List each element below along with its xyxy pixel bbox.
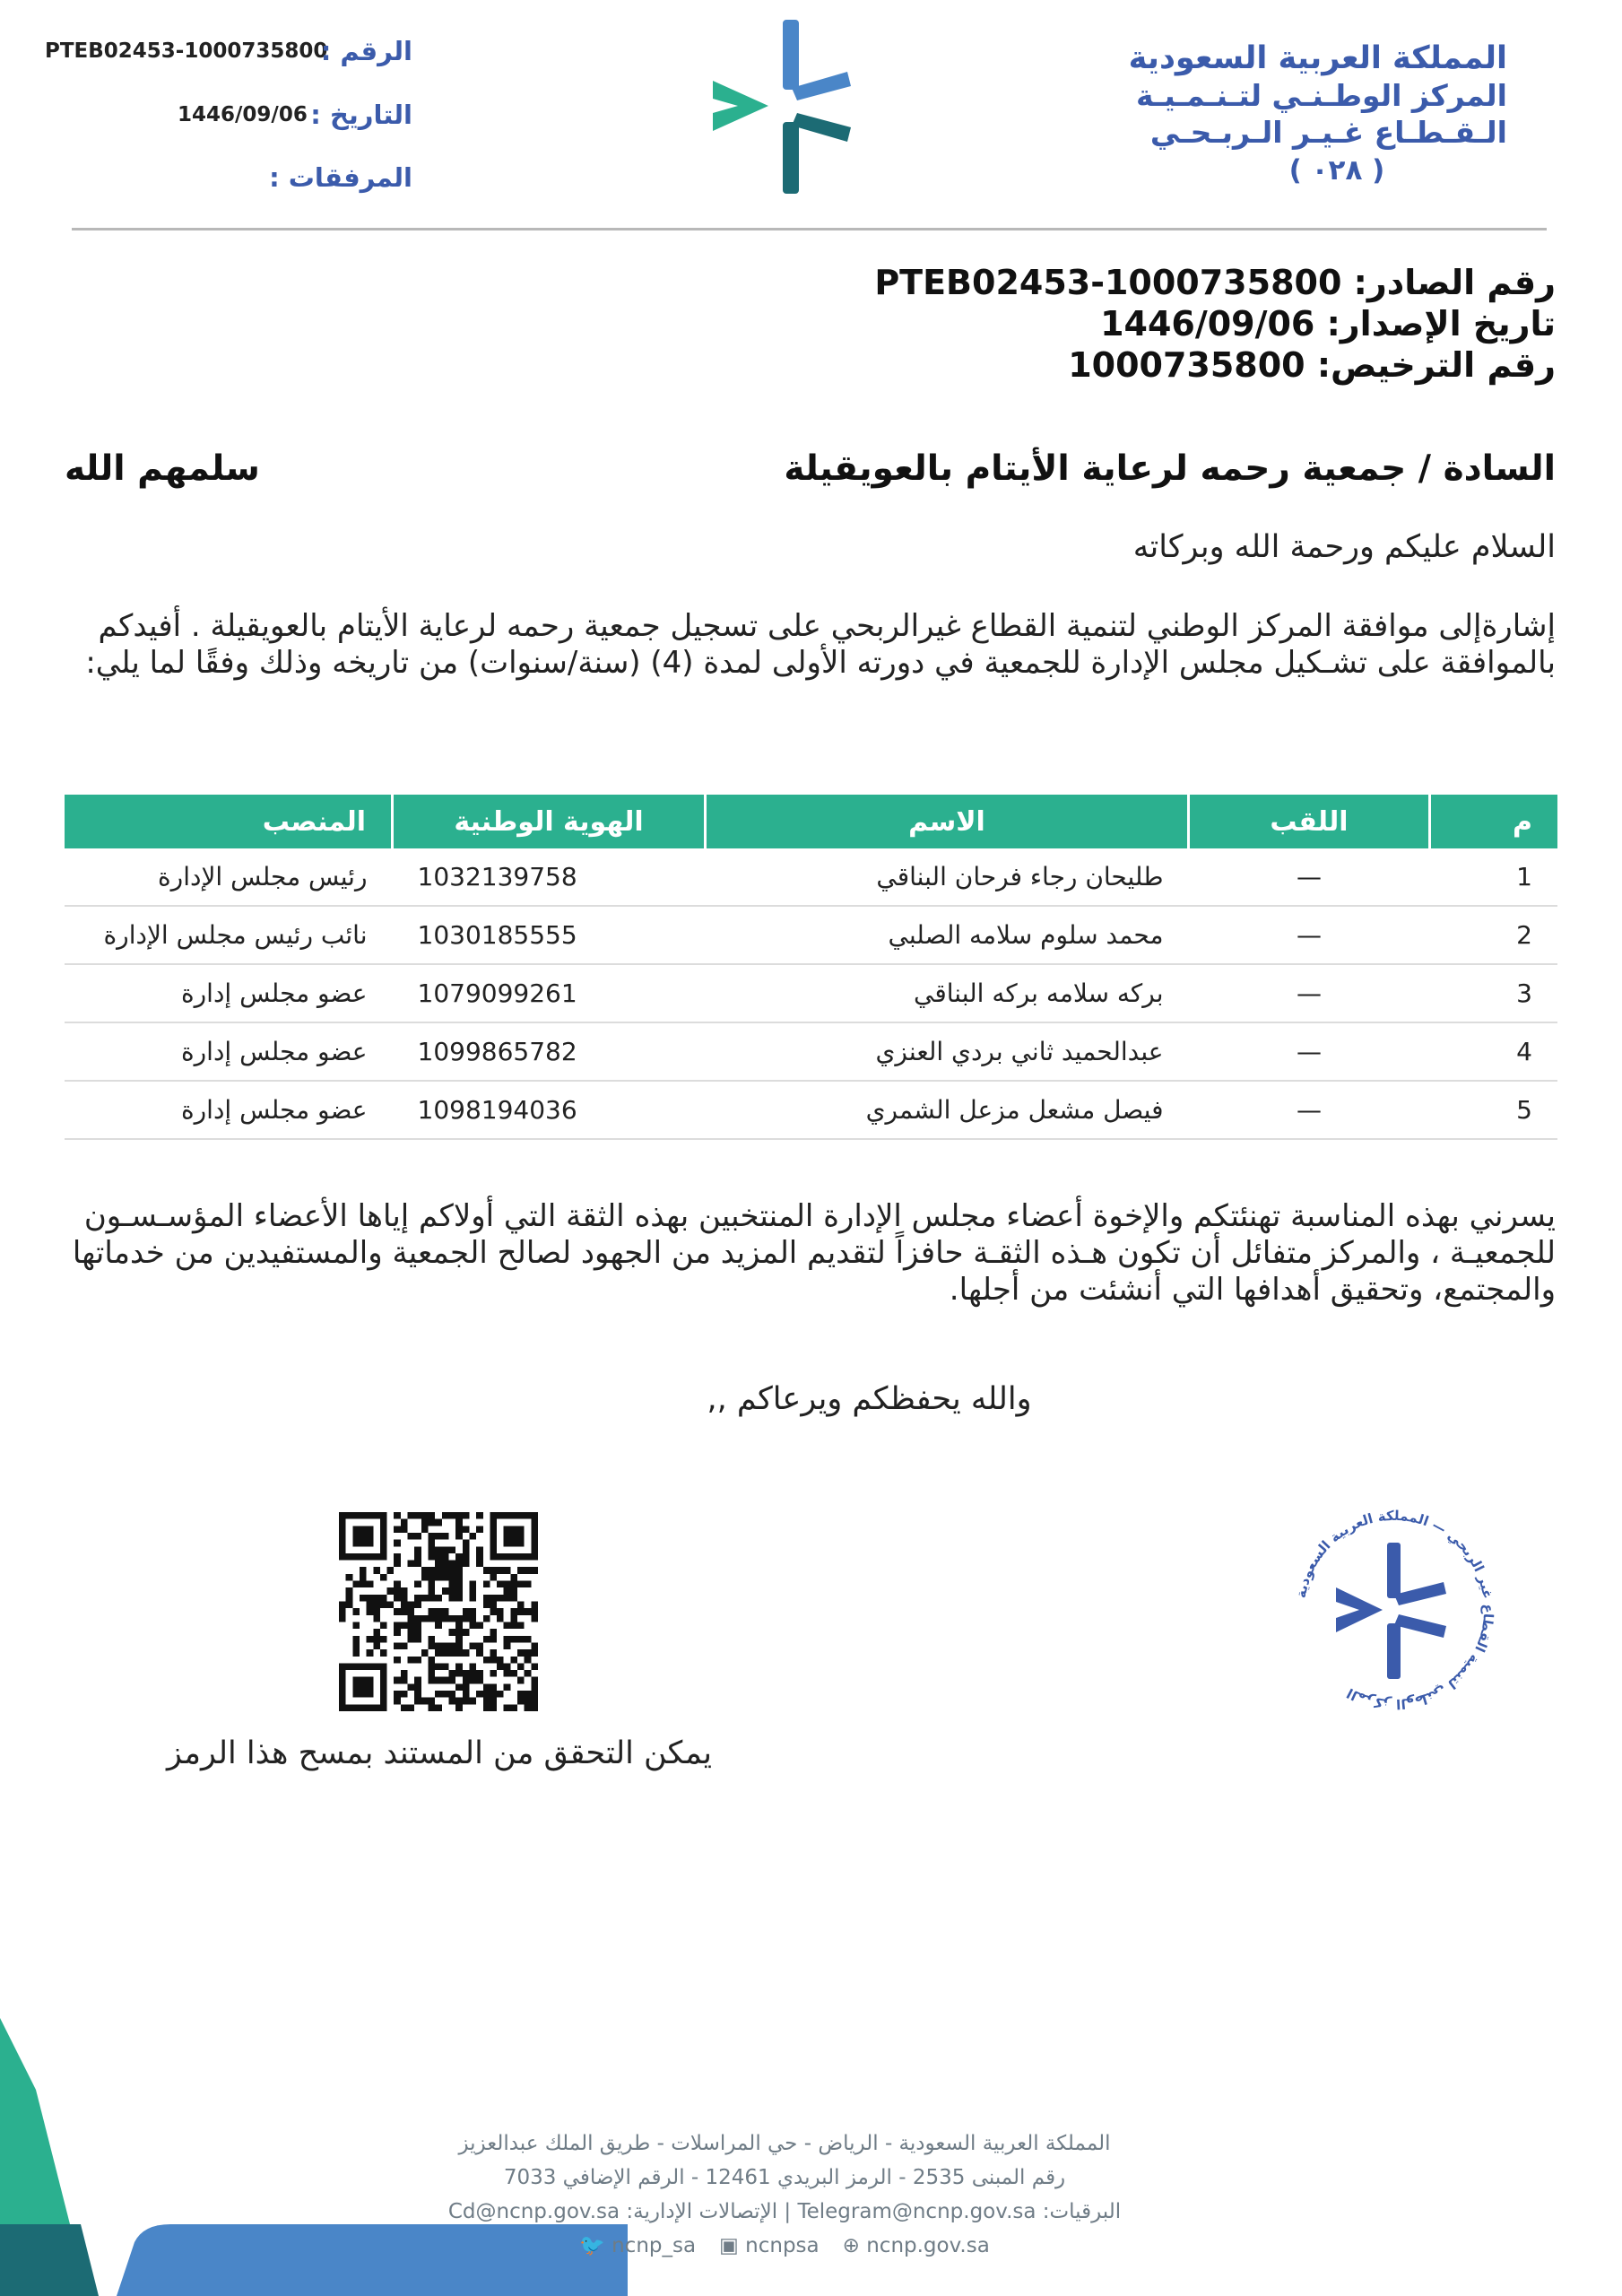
- attachments-label: المرفقات :: [269, 162, 412, 193]
- board-members-table: [65, 795, 1557, 1140]
- footer-contacts-line: البرقيات: Telegram@ncnp.gov.sa | الإتصالات الإدارية: Cd@ncnp.gov.sa: [447, 2200, 1122, 2223]
- cell-title: —: [1189, 848, 1430, 906]
- table-row: [65, 848, 1557, 906]
- cell-num: 5: [1430, 1081, 1558, 1139]
- cell-name: طليحان رجاء فرحان البناقي: [706, 848, 1189, 906]
- cell-position: نائب رئيس مجلس الإدارة: [65, 906, 393, 964]
- cell-national-id: 1099865782: [393, 1022, 706, 1081]
- congratulation-paragraph: يسرني بهذه المناسبة تهنئتكم والإخوة أعضاء مجلس الإدارة المنتخبين بهذه الثقة التي أولاكم إياها الأعضاء المؤسـسـون للجمعيـة ، والمركز متفائل أن تكون هـذه الثقـة حافزاً لتقديم المزيد من الجهود لصالح الجمعية والمستفيدين من خدماتها والمجتمع، وتحقيق أهدافها التي أنشئت من أجلها.: [72, 1198, 1556, 1308]
- org-line-2: المركز الوطـنـي لتـنـمـيـة: [1136, 78, 1507, 113]
- org-line-1: المملكة العربية السعودية: [1128, 40, 1507, 76]
- cell-national-id: 1032139758: [393, 848, 706, 906]
- issue-number-label: رقم الصادر:: [1353, 263, 1556, 302]
- table-row: [65, 964, 1557, 1022]
- official-seal-icon: [1273, 1489, 1515, 1731]
- header-title: اللقب: [1189, 795, 1430, 848]
- approval-paragraph: إشارةإلى موافقة المركز الوطني لتنمية القطاع غيرالربحي على تسجيل جمعية رحمه لرعاية الأيتام بالعويقيلة . أفيدكم بالموافقة على تشـكيل مجلس الإدارة للجمعية في دورته الأولى لمدة (4) (سنة/سنوات) من تاريخه وذلك وفقًا لما يلي:: [85, 608, 1556, 681]
- seal-ring-text: المركز الوطني لتنمية القطاع غير الربحي — المملكة العربية السعودية: [1292, 1507, 1497, 1713]
- license-number-label: رقم الترخيص:: [1316, 345, 1556, 385]
- twitter-icon: 🐦: [579, 2234, 612, 2257]
- date-value: 1446/09/06: [178, 103, 308, 126]
- cell-name: عبدالحميد ثاني بردي العنزي: [706, 1022, 1189, 1081]
- org-line-3: الـقـطـاع غـيـر الـربـحـي: [1149, 115, 1507, 150]
- table-header-row: [65, 795, 1557, 848]
- cell-position: عضو مجلس إدارة: [65, 1022, 393, 1081]
- footer-address: [412, 2126, 1157, 2263]
- issue-info: [874, 262, 1556, 386]
- cell-title: —: [1189, 1081, 1430, 1139]
- cell-num: 3: [1430, 964, 1558, 1022]
- cell-title: —: [1189, 1022, 1430, 1081]
- reference-number: [45, 33, 412, 69]
- reference-number-value: PTEB02453-1000735800: [45, 39, 328, 63]
- header-divider: [72, 228, 1547, 230]
- footer-social: [412, 2229, 1157, 2263]
- website-link[interactable]: ⊕ ncnp.gov.sa: [842, 2234, 990, 2257]
- cell-name: فيصل مشعل مزعل الشمري: [706, 1081, 1189, 1139]
- qr-caption: يمكن التحقق من المستند بمسح هذا الرمز: [167, 1735, 712, 1771]
- table-row: [65, 1022, 1557, 1081]
- cell-num: 1: [1430, 848, 1558, 906]
- svg-text:المركز الوطني لتنمية القطاع غي: [1293, 1508, 1496, 1712]
- cell-name: بركه سلامه بركه البناقي: [706, 964, 1189, 1022]
- twitter-link[interactable]: 🐦 ncnp_sa: [579, 2234, 697, 2257]
- recipient-salutation: سلمهم الله: [65, 448, 260, 489]
- cell-position: عضو مجلس إدارة: [65, 1081, 393, 1139]
- license-number-value: 1000735800: [1068, 345, 1305, 385]
- table-row: [65, 906, 1557, 964]
- chat-icon: ▣: [719, 2234, 746, 2257]
- date-label: التاريخ :: [310, 100, 412, 130]
- cell-title: —: [1189, 906, 1430, 964]
- org-code: ( ٠٢٨ ): [1288, 154, 1385, 187]
- license-number-line: [874, 344, 1556, 386]
- recipient-line: السادة / جمعية رحمه لرعاية الأيتام بالعويقيلة: [784, 448, 1556, 489]
- cell-name: محمد سلوم سلامه الصلبي: [706, 906, 1189, 964]
- header-position: المنصب: [65, 795, 393, 848]
- cell-position: رئيس مجلس الإدارة: [65, 848, 393, 906]
- footer-address-line: المملكة العربية السعودية - الرياض - حي المراسلات - طريق الملك عبدالعزيز: [458, 2132, 1111, 2155]
- date-field: [45, 97, 412, 133]
- globe-icon: ⊕: [842, 2234, 867, 2257]
- reference-number-label: الرقم :: [320, 36, 412, 66]
- greeting: السلام عليكم ورحمة الله وبركاته: [1132, 529, 1556, 565]
- issue-number-value: PTEB02453-1000735800: [874, 263, 1342, 302]
- table-row: [65, 1081, 1557, 1139]
- issue-date-label: تاريخ الإصدار:: [1326, 304, 1556, 344]
- footer-building-line: رقم المبنى 2535 - الرمز البريدي 12461 - الرقم الإضافي 7033: [503, 2166, 1066, 2189]
- verification-qr-code[interactable]: [339, 1512, 538, 1711]
- organization-name: [1128, 40, 1507, 187]
- header-name: الاسم: [706, 795, 1189, 848]
- header-num: م: [1430, 795, 1558, 848]
- cell-title: —: [1189, 964, 1430, 1022]
- issue-date-value: 1446/09/06: [1100, 304, 1315, 344]
- cell-national-id: 1098194036: [393, 1081, 706, 1139]
- cell-national-id: 1030185555: [393, 906, 706, 964]
- issue-date-line: [874, 303, 1556, 344]
- cell-num: 2: [1430, 906, 1558, 964]
- ncnp-logo-icon: [704, 16, 874, 196]
- attachments-field: [45, 160, 412, 196]
- cell-num: 4: [1430, 1022, 1558, 1081]
- social-handle-link[interactable]: ▣ ncnpsa: [719, 2234, 820, 2257]
- cell-position: عضو مجلس إدارة: [65, 964, 393, 1022]
- cell-national-id: 1079099261: [393, 964, 706, 1022]
- closing-line: والله يحفظكم ويرعاكم ,,: [707, 1381, 1032, 1417]
- issue-number-line: [874, 262, 1556, 303]
- header-national-id: الهوية الوطنية: [393, 795, 706, 848]
